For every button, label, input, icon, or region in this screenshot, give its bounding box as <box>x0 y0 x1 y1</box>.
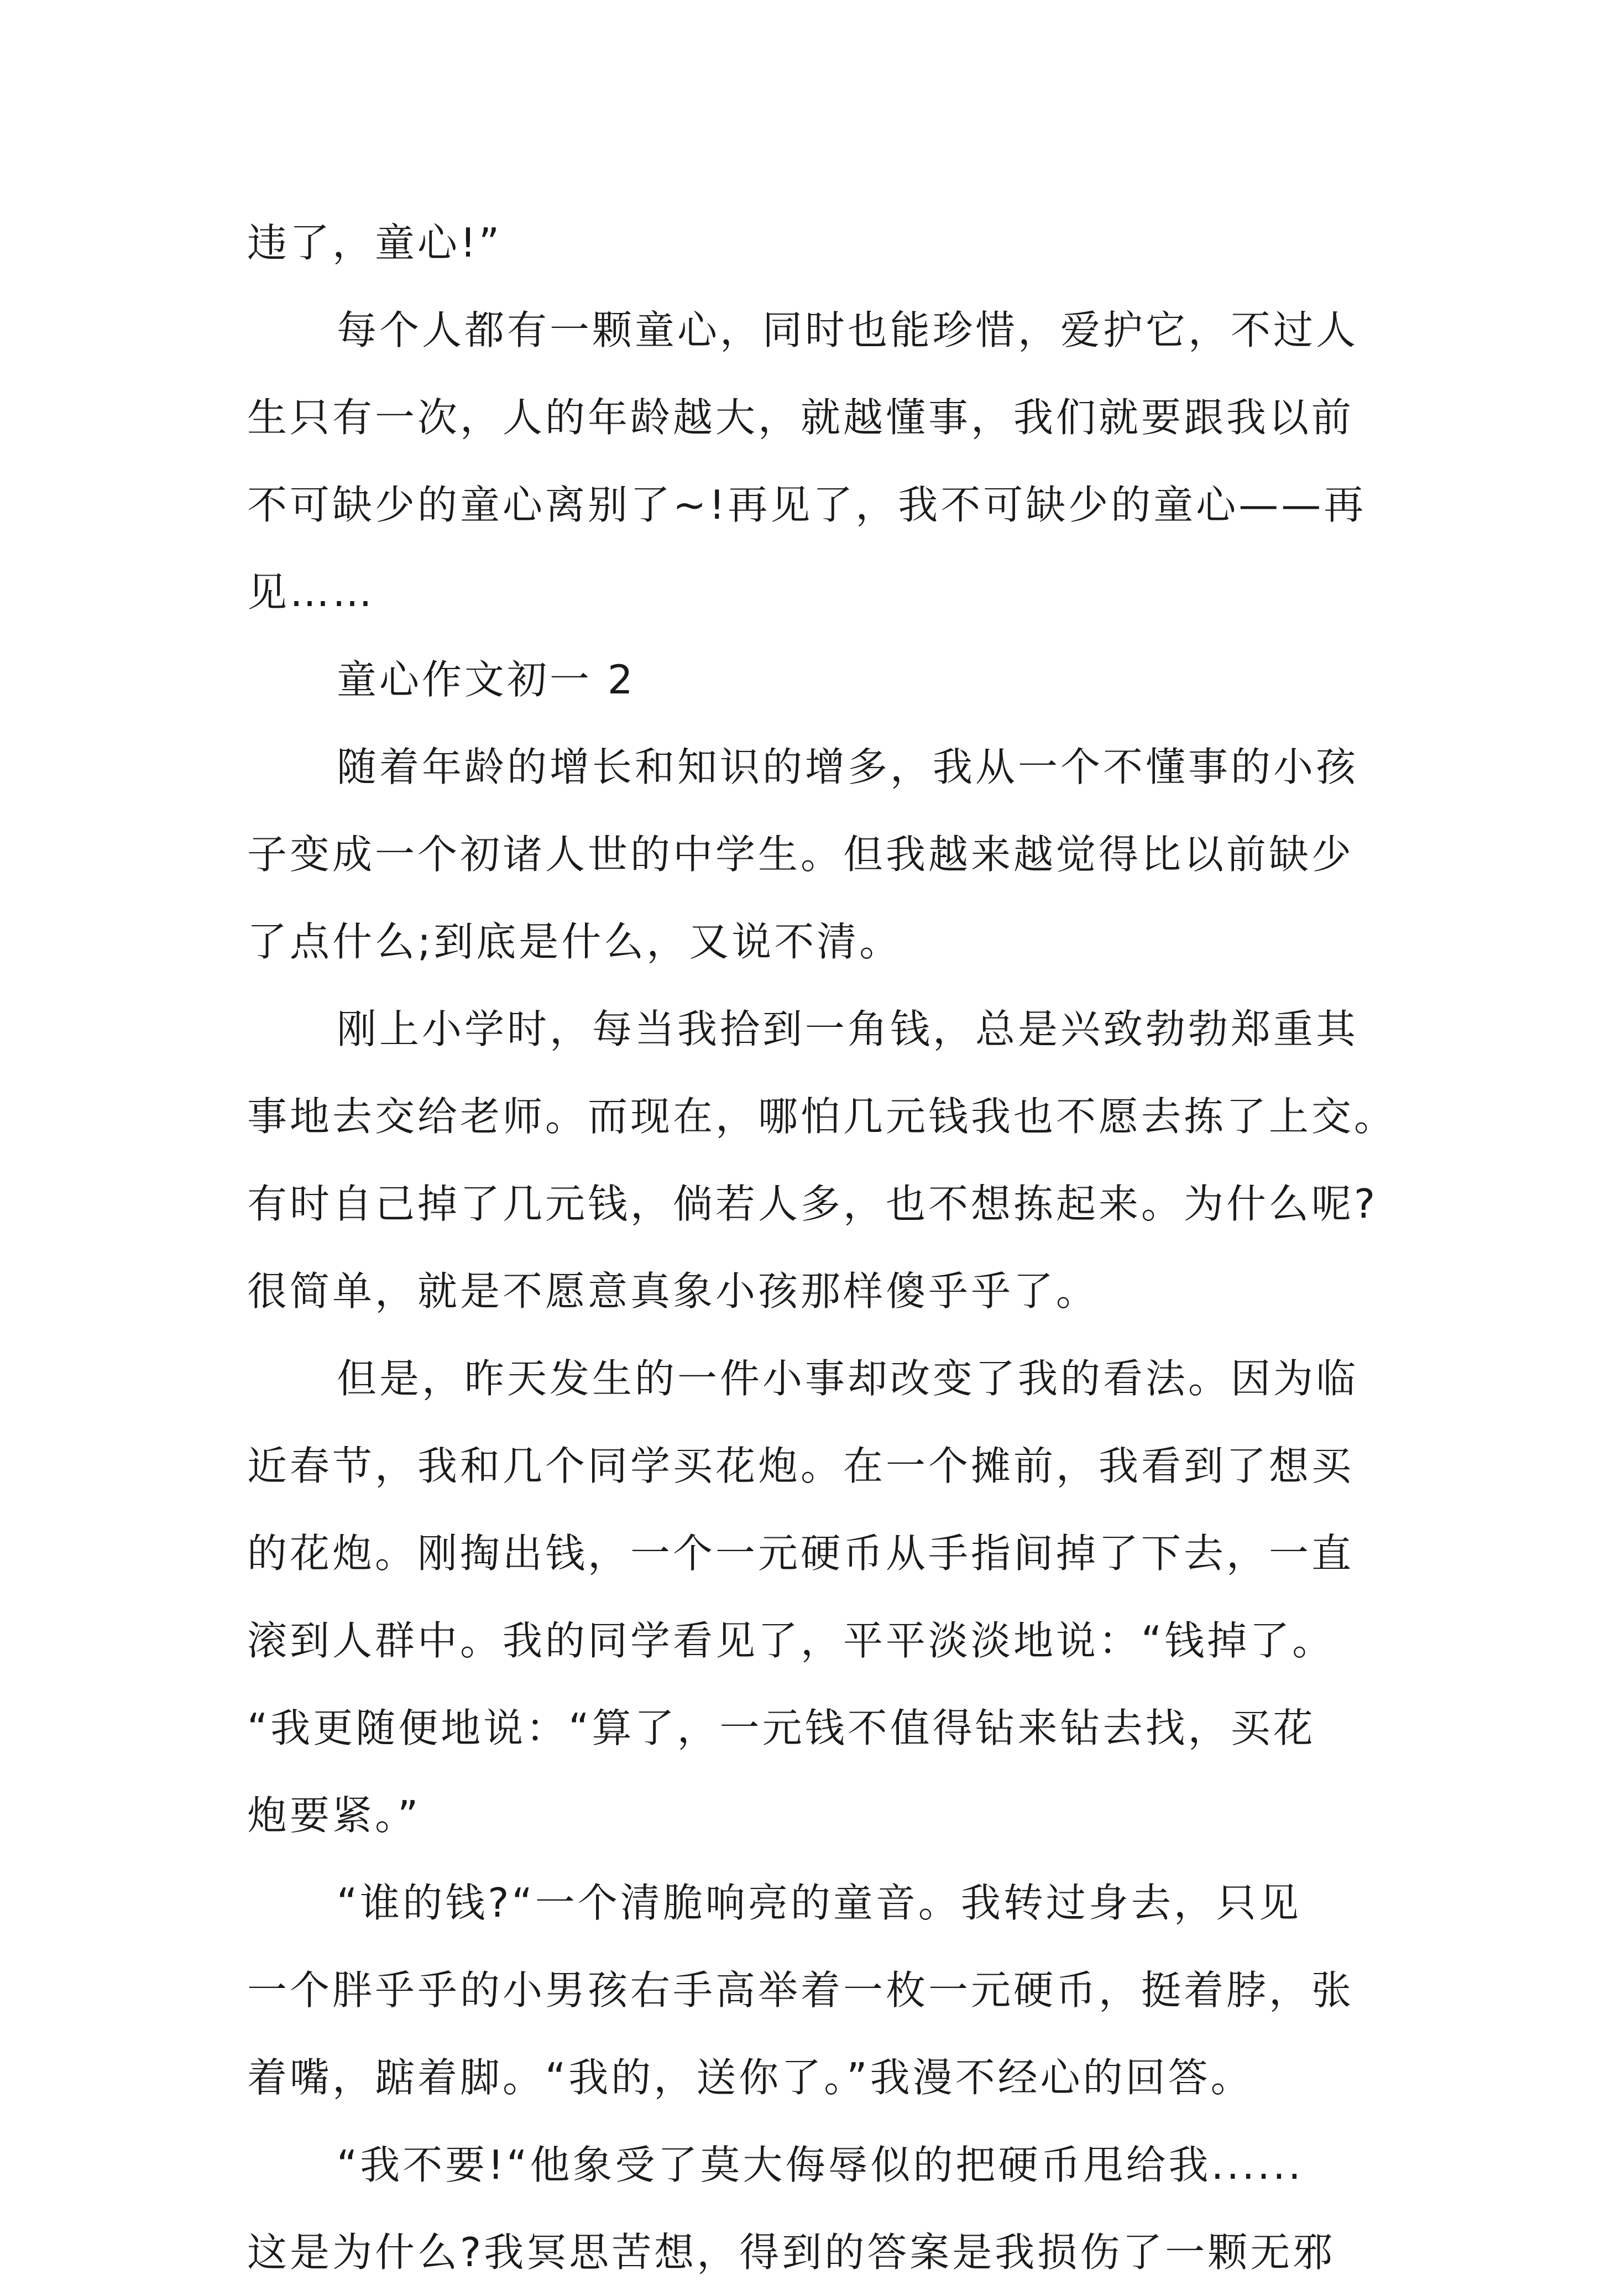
paragraph-start-line: 随着年龄的增长和知识的增多，我从一个不懂事的小孩 <box>337 744 1359 790</box>
paragraph-start-line: “我不要!“他象受了莫大侮辱似的把硬币甩给我...... <box>337 2142 1304 2188</box>
text-line: 炮要紧。” <box>247 1792 421 1839</box>
text-line: “我更随便地说：“算了，一元钱不值得钻来钻去找，买花 <box>247 1705 1316 1751</box>
text-line: 违了，童心!” <box>247 220 503 266</box>
section-heading: 童心作文初一 2 <box>337 656 636 703</box>
text-line: 有时自己掉了几元钱，倘若人多，也不想拣起来。为什么呢? <box>247 1181 1378 1227</box>
paragraph-start-line: 刚上小学时，每当我拾到一角钱，总是兴致勃勃郑重其 <box>337 1006 1359 1052</box>
text-line: 这是为什么?我冥思苦想，得到的答案是我损伤了一颗无邪 <box>247 2229 1336 2276</box>
document-body <box>247 199 1397 2296</box>
text-line: 近春节，我和几个同学买花炮。在一个摊前，我看到了想买 <box>247 1443 1355 1489</box>
text-line: 一个胖乎乎的小男孩右手高举着一枚一元硬币，挺着脖，张 <box>247 1967 1355 2013</box>
text-line: 不可缺少的童心离别了~!再见了，我不可缺少的童心——再 <box>247 482 1367 528</box>
paragraph-start-line: 但是，昨天发生的一件小事却改变了我的看法。因为临 <box>337 1355 1359 1402</box>
text-line: 见…… <box>247 569 375 615</box>
text-line: 生只有一次，人的年龄越大，就越懂事，我们就要跟我以前 <box>247 394 1355 441</box>
paragraph-start-line: 每个人都有一颗童心，同时也能珍惜，爱护它，不过人 <box>337 307 1359 353</box>
paragraph-start-line: “谁的钱?“一个清脆响亮的童音。我转过身去，只见 <box>337 1880 1301 1926</box>
text-line: 了点什么;到底是什么，又说不清。 <box>247 919 902 965</box>
text-line: 着嘴，踮着脚。“我的，送你了。”我漫不经心的回答。 <box>247 2054 1253 2101</box>
text-line: 很简单，就是不愿意真象小孩那样傻乎乎了。 <box>247 1268 1099 1314</box>
text-line: 滚到人群中。我的同学看见了，平平淡淡地说：“钱掉了。 <box>247 1617 1335 1664</box>
text-line: 子变成一个初诸人世的中学生。但我越来越觉得比以前缺少 <box>247 831 1355 878</box>
text-line: 事地去交给老师。而现在，哪怕几元钱我也不愿去拣了上交。 <box>247 1093 1397 1140</box>
text-line: 的花炮。刚掏出钱，一个一元硬币从手指间掉了下去，一直 <box>247 1530 1355 1577</box>
